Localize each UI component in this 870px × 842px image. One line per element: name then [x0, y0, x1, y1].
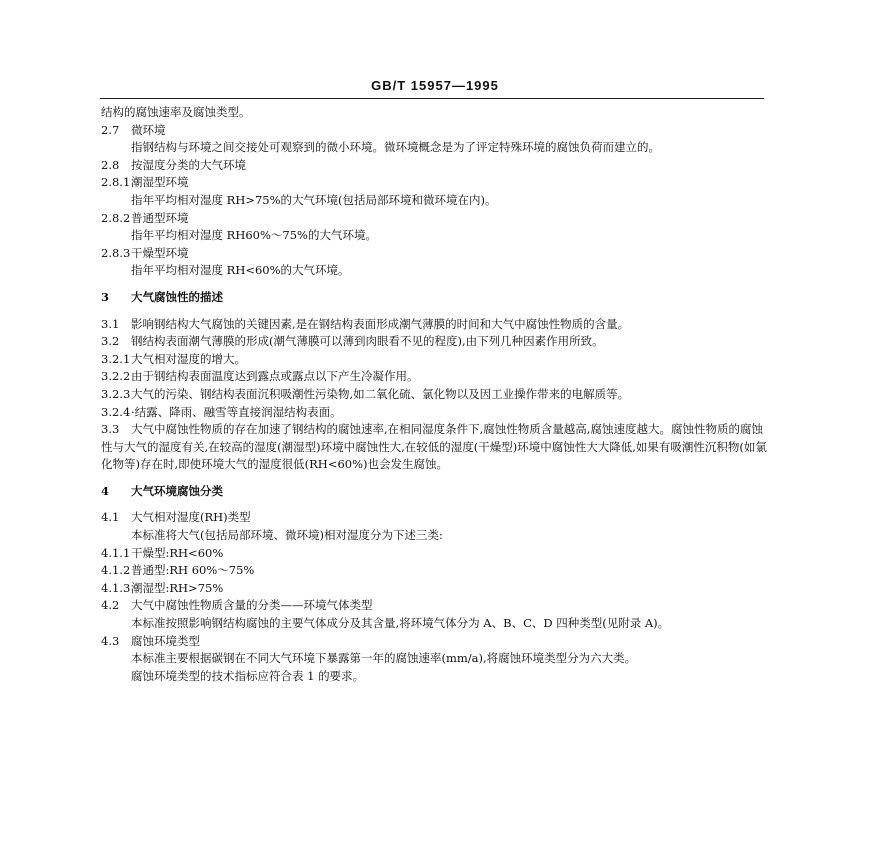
clause-number: 2.8.3 [101, 245, 131, 260]
clause-number: 2.8.1 [101, 175, 131, 190]
clause-number: 3.1 [101, 316, 120, 331]
clause-text: 大气中腐蚀性物质含量的分类——环境气体类型 [131, 598, 373, 613]
clause-text: 指钢结构与环境之间交接处可观察到的微小环境。微环境概念是为了评定特殊环境的腐蚀负荷而建立的。 [131, 140, 660, 155]
clause-number: 2.7 [101, 122, 120, 137]
document-body [101, 104, 771, 685]
body-paragraph [101, 262, 771, 280]
clause-text: 干燥型环境 [131, 245, 189, 260]
page-header: GB/T 15957—1995 [371, 78, 499, 93]
clause-text: 指年平均相对湿度 RH60%～75%的大气环境。 [131, 228, 377, 243]
spacer [101, 307, 771, 316]
body-paragraph [101, 668, 771, 686]
clause-text: 大气相对湿度的增大。 [131, 351, 246, 366]
clause-text: 影响钢结构大气腐蚀的关键因素,是在钢结构表面形成潮气薄膜的时间和大气中腐蚀性物质的含量。 [131, 316, 630, 331]
clause-item [101, 509, 771, 527]
clause-number: 2.8.2 [101, 210, 131, 225]
body-paragraph [101, 527, 771, 545]
clause-number: 3 [101, 289, 110, 304]
clause-number: 4.1.2 [101, 563, 131, 578]
spacer [101, 280, 771, 289]
clause-number: 4.1 [101, 510, 120, 525]
clause-text: 本标准按照影响钢结构腐蚀的主要气体成分及其含量,将环境气体分为 A、B、C、D 四种类型(见附录 A)。 [131, 616, 670, 631]
clause-item [101, 421, 771, 474]
clause-item [101, 157, 771, 175]
clause-text: 腐蚀环境类型 [131, 633, 200, 648]
clause-item [101, 386, 771, 404]
clause-item [101, 633, 771, 651]
clause-item [101, 545, 771, 563]
clause-number: 3.3 [101, 422, 120, 437]
clause-text: 大气相对湿度(RH)类型 [131, 510, 251, 525]
clause-text: 指年平均相对湿度 RH<60%的大气环境。 [131, 263, 350, 278]
clause-text: 本标准主要根据碳钢在不同大气环境下暴露第一年的腐蚀速率(mm/a),将腐蚀环境类型分为六大类。 [131, 651, 637, 666]
clause-number: 2.8 [101, 157, 120, 172]
clause-number: 3.2.3 [101, 386, 131, 401]
clause-text: 按湿度分类的大气环境 [131, 157, 246, 172]
clause-item [101, 562, 771, 580]
header-rule [100, 98, 764, 99]
clause-text: ·结露、降雨、融雪等直接润湿结构表面。 [131, 404, 342, 419]
clause-item [101, 210, 771, 228]
clause-text: 钢结构表面潮气薄膜的形成(潮气薄膜可以薄到肉眼看不见的程度),由下列几种因素作用所致。 [131, 334, 604, 349]
clause-number: 3.2.1 [101, 351, 131, 366]
clause-number: 4.3 [101, 633, 120, 648]
clause-item [101, 404, 771, 422]
clause-text: 结构的腐蚀速率及腐蚀类型。 [101, 105, 251, 119]
clause-item [101, 351, 771, 369]
spacer [101, 500, 771, 509]
clause-text: 大气环境腐蚀分类 [131, 483, 223, 498]
clause-text: 潮湿型:RH>75% [131, 580, 224, 595]
clause-number: 3.2.4 [101, 404, 131, 419]
clause-item [101, 597, 771, 615]
clause-item [101, 580, 771, 598]
clause-text: 潮湿型环境 [131, 175, 189, 190]
clause-item [101, 122, 771, 140]
clause-text: 微环境 [131, 122, 166, 137]
section-heading [101, 483, 771, 501]
clause-number: 3.2.2 [101, 369, 131, 384]
body-paragraph [101, 650, 771, 668]
clause-text: 本标准将大气(包括局部环境、微环境)相对湿度分为下述三类: [131, 528, 443, 543]
clause-item [101, 245, 771, 263]
clause-number: 3.2 [101, 334, 120, 349]
clause-item [101, 174, 771, 192]
body-paragraph [101, 227, 771, 245]
clause-text: 干燥型:RH<60% [131, 545, 224, 560]
clause-text: 指年平均相对湿度 RH>75%的大气环境(包括局部环境和微环境在内)。 [131, 192, 497, 207]
spacer [101, 474, 771, 483]
clause-number: 4.1.3 [101, 580, 131, 595]
clause-number: 4.2 [101, 598, 120, 613]
body-paragraph [101, 615, 771, 633]
clause-text: 腐蚀环境类型的技术指标应符合表 1 的要求。 [131, 668, 365, 683]
clause-number: 4 [101, 483, 110, 498]
body-paragraph [101, 139, 771, 157]
body-paragraph [101, 192, 771, 210]
clause-item [101, 368, 771, 386]
clause-text: 大气中腐蚀性物质的存在加速了钢结构的腐蚀速率,在相同湿度条件下,腐蚀性物质含量越高,腐蚀速度越大。腐蚀性物质的腐蚀性与大气的湿度有关,在较高的湿度(潮湿型)环境中腐蚀性大,在较低的湿度(干燥型)环境中腐蚀性大大降低,如果有吸潮性沉积物(如氯化物等)存在时,即使环境大气的湿度很低(RH<60%)也会发生腐蚀。 [101, 422, 767, 472]
section-heading [101, 289, 771, 307]
clause-item [101, 316, 771, 334]
clause-text: 大气的污染、钢结构表面沉积吸潮性污染物,如二氧化硫、氯化物以及因工业操作带来的电解质等。 [131, 386, 630, 401]
continued-text [101, 104, 771, 122]
clause-text: 大气腐蚀性的描述 [131, 289, 223, 304]
clause-text: 普通型:RH 60%～75% [131, 563, 255, 578]
clause-text: 普通型环境 [131, 210, 189, 225]
clause-number: 4.1.1 [101, 545, 131, 560]
clause-item [101, 333, 771, 351]
clause-text: 由于钢结构表面温度达到露点或露点以下产生冷凝作用。 [131, 369, 419, 384]
